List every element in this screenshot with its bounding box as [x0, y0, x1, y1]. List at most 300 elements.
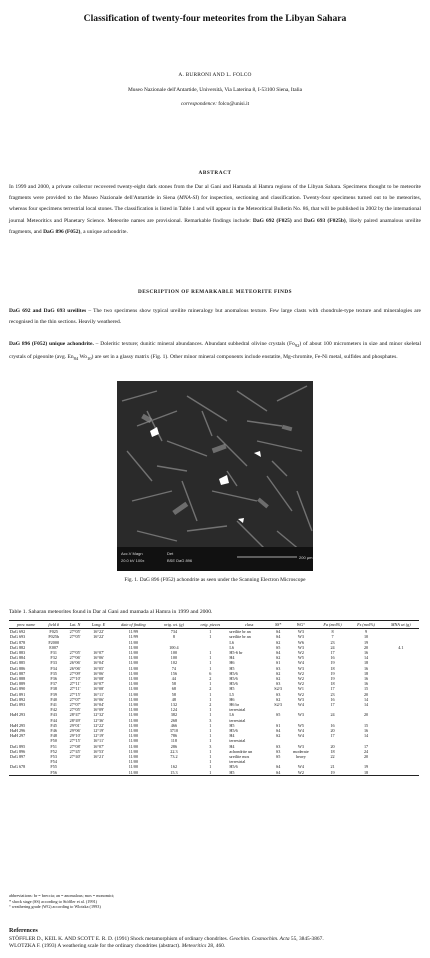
table-cell: 11/99: [128, 634, 139, 640]
table-note-shock: * shock stage (SS) according to Stöffler et al. (1991): [9, 898, 98, 904]
table-cell: F45: [50, 722, 57, 728]
table-cell: 16: [330, 722, 335, 728]
table-cell: 1: [209, 722, 212, 728]
table-cell: 12°22': [93, 722, 104, 728]
section-heading: DESCRIPTION OF REMARKABLE METEORITE FINDS: [137, 289, 293, 295]
col-wt: orig. wt. (g): [155, 621, 192, 629]
table-cell: S3: [275, 743, 281, 749]
table-cell: DaG 890: [10, 686, 26, 692]
table-cell: terrestrial: [229, 759, 246, 765]
table-cell: ureilite mos: [229, 754, 250, 760]
table-cell: 162: [170, 764, 178, 770]
table-cell: W4: [297, 702, 304, 708]
table-cell: DaG 678: [10, 764, 26, 770]
table-cell: W3: [297, 665, 304, 671]
table-cell: 11/99: [128, 629, 139, 635]
table-cell: S3: [275, 748, 281, 754]
table-cell: 16°53': [93, 748, 104, 754]
table-cell: F025b: [48, 634, 60, 640]
table-cell: 11/00: [128, 733, 139, 739]
table-cell: 11/00: [128, 660, 139, 666]
table-cell: DaG 895: [10, 743, 26, 749]
table-cell: HaH 295: [10, 722, 26, 728]
table-cell: 100: [170, 655, 178, 661]
references-heading: References: [9, 927, 38, 934]
table-cell: F53: [50, 754, 57, 760]
table-cell: S2: [275, 639, 281, 645]
table-cell: 16: [363, 665, 369, 671]
table-cell: 20: [363, 754, 369, 760]
table-cell: 11/00: [128, 743, 139, 749]
table-cell: 786: [170, 733, 178, 739]
table-cell: W4: [297, 764, 304, 770]
table-cell: S5: [275, 712, 281, 718]
table-cell: 11/00: [128, 639, 139, 645]
table-cell: H6 br: [229, 702, 239, 708]
table-cell: 1: [209, 691, 212, 697]
table-cell: 11/00: [128, 712, 139, 718]
col-mna: MNA wt (g): [383, 621, 419, 629]
table-cell: 11/00: [128, 707, 139, 713]
table-note-abbrev: abbreviations: br = breccia; an = anomalous; mos = monomict;: [9, 893, 115, 898]
table-cell: 11/00: [128, 644, 139, 650]
table-cell: S4: [275, 728, 281, 734]
table-cell: 16°04': [93, 660, 104, 666]
table-cell: terrestrial: [229, 738, 246, 744]
table-cell: 16°07': [93, 650, 104, 656]
table-cell: 19: [363, 639, 369, 645]
table-cell: F36: [50, 676, 57, 682]
table-cell: HaH 296: [10, 728, 26, 734]
table-cell: 11/00: [128, 748, 139, 754]
table-cell: 73.2: [170, 754, 178, 760]
table-cell: 466: [170, 722, 178, 728]
table-cell: W4: [297, 728, 304, 734]
table-cell: DaG 886: [10, 665, 26, 671]
table-cell: H6: [229, 696, 235, 702]
table-cell: HaH 297: [10, 733, 26, 739]
table-cell: 17: [330, 650, 335, 656]
table-cell: S4: [270, 770, 286, 776]
table-cell: terrestrial: [229, 707, 246, 713]
table-note-weathering: ° weathering grade (WG) according to Wlotzka (1993): [9, 904, 101, 910]
table-cell: F37: [50, 681, 57, 687]
table-cell: W2: [297, 650, 304, 656]
table-cell: 12°36': [93, 717, 104, 723]
table-cell: 11/00: [128, 738, 139, 744]
table-cell: DaG 888: [10, 676, 26, 682]
sem-texture: [117, 381, 313, 571]
table-cell: 16°07': [93, 681, 104, 687]
table-cell: F43: [50, 712, 57, 718]
table-cell: DaG 897: [10, 754, 26, 760]
table-cell: S2: [275, 733, 281, 739]
table-cell: 12°19': [93, 733, 104, 739]
reference-2: WLOTZKA F. (1993) A weathering scale for the ordinary chondrites (abstract). Meteoritics 28, 460.: [9, 942, 226, 949]
col-wg: WG°: [286, 621, 315, 629]
table-cell: terrestrial: [229, 717, 246, 723]
table-cell: 12°32': [93, 712, 104, 718]
sem-scale-label: 200 µm: [299, 555, 313, 560]
table-cell: 1: [209, 728, 212, 734]
table-cell: F32: [50, 655, 57, 661]
table-cell: 29°06': [69, 728, 81, 734]
table-cell: 3: [209, 717, 212, 723]
col-field: field #: [43, 621, 64, 629]
col-class: class: [228, 621, 270, 629]
table-cell: 10: [363, 634, 369, 640]
table-cell: 734: [170, 629, 178, 635]
table-cell: F48: [50, 733, 57, 739]
affiliation: Museo Nazionale dell'Antartide, Università, Via Laterina 8, I-53100 Siena, Italia: [127, 87, 303, 93]
table-cell: S1: [275, 660, 281, 666]
table-cell: DaG 893: [10, 702, 26, 708]
table-cell: 27°45': [69, 748, 81, 754]
table-cell: 11/00: [128, 754, 139, 760]
table-cell: L6: [229, 639, 234, 645]
table-cell: 1: [209, 738, 212, 744]
table-cell: 1: [209, 712, 212, 718]
table-cell: 27°10': [69, 676, 81, 682]
table-cell: H5/6: [229, 728, 238, 734]
table-cell: 22.3: [170, 748, 178, 754]
table-cell: L6: [229, 644, 234, 650]
table-cell: 382: [170, 712, 178, 718]
sem-label-mid2: BSE DaG 896: [167, 558, 193, 563]
table-cell: 18: [363, 670, 369, 676]
table-cell: H5-6 br: [229, 650, 243, 656]
table-cell: 102: [170, 660, 178, 666]
table-cell: 1: [209, 696, 212, 702]
table-cell: S2: [275, 676, 281, 682]
table-cell: F31: [50, 650, 57, 656]
table-cell: 2: [209, 676, 212, 682]
table-cell: DaG 885: [10, 660, 26, 666]
table-cell: 14: [363, 696, 369, 702]
table-cell: 16: [363, 650, 369, 656]
table-cell: 27°05': [69, 650, 81, 656]
table-cell: S3: [275, 665, 281, 671]
table-cell: 16°22': [93, 629, 104, 635]
table-cell: 16°06': [93, 655, 104, 661]
table-cell: 23: [330, 639, 335, 645]
table-cell: 19: [330, 670, 335, 676]
table-cell: 26°06': [69, 665, 81, 671]
table-cell: 15: [363, 686, 369, 692]
table-cell: W2: [297, 691, 304, 697]
table-caption: Table 1. Saharan meteorites found in Dar al Gani and mamada al Hamra in 1999 and 2000.: [9, 609, 213, 615]
table-cell: DaG 891: [10, 691, 26, 697]
table-cell: H5/6: [229, 764, 238, 770]
table-cell: 100: [170, 650, 178, 656]
table-cell: 11/00: [128, 650, 139, 656]
table-cell: W2: [297, 670, 304, 676]
table-cell: S2/3: [274, 686, 282, 692]
table-cell: 11/00: [128, 722, 139, 728]
table-cell: S3: [275, 681, 281, 687]
table-cell: F46: [50, 728, 57, 734]
table-cell: W4: [297, 733, 304, 739]
table-cell: F2000: [48, 639, 60, 645]
table-cell: 11/00: [128, 686, 139, 692]
table-cell: 27°11': [69, 686, 81, 692]
table-cell: F025: [49, 629, 58, 635]
table-cell: 16°22': [93, 634, 104, 640]
table-cell: moderate: [293, 748, 309, 754]
table-cell: 16°08': [93, 676, 104, 682]
table-cell: S1: [275, 722, 281, 728]
table-cell: 7: [331, 634, 334, 640]
table-notes: [9, 893, 114, 910]
table-cell: 12°19': [93, 728, 104, 734]
table-cell: DaG 884: [10, 655, 26, 661]
table-cell: W3: [297, 629, 304, 635]
table-cell: H5: [229, 686, 235, 692]
table-cell: L5: [229, 691, 234, 697]
table-cell: W2: [286, 770, 315, 776]
table-cell: 11/00: [128, 655, 139, 661]
table-cell: F38: [50, 686, 57, 692]
table-cell: DaG 889: [10, 681, 26, 687]
table-cell: 6: [209, 670, 212, 676]
table-cell: 1: [209, 660, 212, 666]
col-lat: Lat. N: [64, 621, 85, 629]
table-cell: 1: [209, 650, 212, 656]
correspondence-label: correspondence:: [180, 101, 217, 107]
table-cell: ureilite br an: [229, 629, 251, 635]
table-cell: 19: [330, 660, 335, 666]
table-cell: 1: [209, 748, 212, 754]
table-cell: heavy: [295, 754, 306, 760]
table-cell: 11/00: [111, 770, 155, 776]
table-cell: W5: [297, 722, 304, 728]
abstract-heading: ABSTRACT: [198, 170, 232, 176]
table-cell: 11/00: [128, 764, 139, 770]
table-cell: 17: [363, 743, 369, 749]
table-cell: 74: [171, 665, 176, 671]
table-cell: 16°06': [93, 670, 104, 676]
table-cell: F44: [50, 717, 57, 723]
table-cell: S4: [275, 634, 281, 640]
sem-label-mid: Det: [167, 551, 174, 556]
table-cell: 44: [171, 676, 176, 682]
table-cell: 1: [192, 770, 228, 776]
table-cell: DaG 693: [10, 634, 26, 640]
table-cell: 1: [209, 655, 212, 661]
table-cell: 1: [209, 665, 212, 671]
table-cell: 16°09': [93, 707, 104, 713]
table-cell: W2: [297, 676, 304, 682]
table-cell: 124: [170, 707, 178, 713]
table-cell: W6: [297, 639, 304, 645]
col-long: Long. E: [86, 621, 112, 629]
table-cell: 48: [171, 696, 176, 702]
table-cell: 16: [363, 681, 369, 687]
table-cell: W3: [297, 743, 304, 749]
table-cell: 27°11': [69, 681, 81, 687]
correspondence-email[interactable]: folco@unisi.it: [218, 101, 250, 107]
table-header-row: [9, 621, 419, 629]
table-cell: 14: [363, 733, 369, 739]
sem-micrograph: [117, 381, 313, 571]
col-date: date of finding: [111, 621, 155, 629]
col-prov-name: prov. name: [9, 621, 43, 629]
table-cell: 24: [330, 712, 335, 718]
table-cell: W2: [297, 681, 304, 687]
table-cell: F52: [50, 748, 57, 754]
paragraph-ureilites: DaG 692 and DaG 693 ureilites – The two specimens show typical ureilite mineralogy but anomalous texture. Few large clasts with chondrule-type texture and mineralogies are recognised in the thin sections. Heavily weathered.: [9, 308, 421, 325]
table-cell: 16°07': [93, 743, 104, 749]
table-cell: DaG 878: [10, 639, 26, 645]
table-cell: 2: [209, 686, 212, 692]
table-cell: 18: [330, 748, 335, 754]
table-cell: W3: [297, 712, 304, 718]
table-cell: F56: [43, 770, 64, 776]
table-cell: 24: [330, 644, 335, 650]
table-cell: 286: [170, 743, 178, 749]
references-list: [9, 936, 421, 949]
table-cell: 27°15': [69, 691, 81, 697]
table-cell: 19: [330, 676, 335, 682]
table-cell: 24: [363, 748, 369, 754]
table-cell: 21: [330, 764, 335, 770]
table-cell: 15: [363, 722, 369, 728]
table-cell: 14: [363, 702, 369, 708]
table-cell: 18: [350, 770, 383, 776]
table-cell: 27°05': [69, 629, 81, 635]
figure-caption: Fig. 1. DaG 896 (F052) achondrite as seen under the Scanning Electron Microscope: [124, 577, 306, 583]
table-cell: 19: [363, 764, 369, 770]
table-cell: 3710: [169, 728, 179, 734]
table-cell: 1: [209, 707, 212, 713]
table-cell: H4: [229, 655, 235, 661]
table-cell: 1: [209, 634, 212, 640]
table-cell: W3: [297, 644, 304, 650]
table-cell: 118: [170, 738, 177, 744]
table-cell: H5: [229, 722, 235, 728]
table-cell: 20: [363, 691, 369, 697]
table-cell: S5: [275, 644, 281, 650]
table-cell: F33: [50, 660, 57, 666]
table-cell: H5: [229, 665, 235, 671]
table-cell: 16: [330, 696, 335, 702]
table-cell: 1: [209, 764, 212, 770]
table-cell: H5/6: [229, 681, 238, 687]
table-cell: 20: [363, 712, 369, 718]
table-cell: 20: [330, 743, 335, 749]
table-cell: 16°08': [93, 686, 104, 692]
table-cell: DaG 892: [10, 696, 26, 702]
table-cell: H6: [229, 660, 235, 666]
table-cell: [383, 770, 419, 776]
table-cell: 15.3: [155, 770, 192, 776]
table-cell: W4: [297, 660, 304, 666]
table-cell: 22: [330, 754, 335, 760]
table-cell: 27°07': [69, 702, 81, 708]
table-cell: 29°01': [69, 722, 81, 728]
table-body: [9, 629, 419, 776]
table-cell: 16°11': [93, 691, 104, 697]
table-cell: 11/00: [128, 670, 139, 676]
table-cell: 16°06': [93, 696, 104, 702]
table-cell: S2/3: [274, 702, 282, 708]
table-cell: 27°40': [69, 754, 81, 760]
authors: A. BURRONI AND L. FOLCO: [178, 72, 252, 78]
table-cell: 8: [172, 634, 175, 640]
table-cell: 11/00: [128, 681, 139, 687]
table-cell: S4: [275, 764, 281, 770]
table-cell: 2: [209, 702, 212, 708]
table-cell: 11/00: [128, 728, 139, 734]
sem-label-left: Acc.V Magn: [121, 551, 143, 556]
table-cell: S3: [275, 691, 281, 697]
meteorite-table: [9, 620, 419, 776]
table-cell: DaG 692: [10, 629, 26, 635]
table-cell: 20: [363, 644, 369, 650]
table-cell: 26°06': [69, 660, 81, 666]
table-cell: F35: [50, 670, 57, 676]
table-cell: 29°10': [69, 733, 81, 739]
table-cell: L6: [229, 712, 234, 718]
correspondence: [0, 101, 430, 107]
table-cell: S2: [275, 696, 281, 702]
table-cell: 1: [209, 754, 212, 760]
table-cell: F40: [50, 696, 57, 702]
paragraph-achondrite: DaG 896 (F052) unique achondrite. – Doleritic texture; dunitic mineral abundances. Abundant subhedral olivine crystals $(Fo_{92})$ of about 100 micrometers in size and minor skeletal crystals of pigeonite (avg. $En_{84}$ $Wo_{10}$) are set in a glassy matrix (Fig. 1). Other minor mineral components include enstatite, Mg-chromite, Fe-Ni metal, sulfides and phosphates.: [9, 341, 422, 361]
table-cell: DaG 896: [10, 748, 26, 754]
table-cell: 20: [330, 728, 335, 734]
sem-label-left2: 20.0 kV 100x: [121, 558, 145, 563]
table-cell: F42: [50, 707, 57, 713]
col-pieces: orig. pieces: [192, 621, 228, 629]
col-fa: Fa (mol%): [316, 621, 350, 629]
table-cell: DaG 887: [10, 670, 26, 676]
table-cell: 1: [209, 629, 212, 635]
table-cell: W5: [297, 655, 304, 661]
table-cell: 23: [330, 691, 335, 697]
table-cell: S4: [275, 650, 281, 656]
table-cell: 58: [171, 681, 176, 687]
table-cell: 1: [209, 759, 212, 765]
col-ss: SS*: [270, 621, 286, 629]
table-cell: 11/00: [128, 676, 139, 682]
table-cell: S2: [275, 655, 281, 661]
table-cell: 16°11': [93, 738, 104, 744]
table-cell: 27°09': [69, 670, 81, 676]
table-cell: W3: [297, 634, 304, 640]
table-cell: 14: [363, 655, 369, 661]
table-cell: 27°05': [69, 634, 81, 640]
table-cell: 16: [330, 655, 335, 661]
table-cell: DaG 882: [10, 644, 26, 650]
abstract-text: In 1999 and 2000, a private collector recovered twenty-eight dark stones from the Dar al Gani and Hamada al Hamra regions of the Libyan Sahara. Specimens thought to be meteorite fragments were provided to the Museo Nazionale dell'Antartide in Siena (MNA-SI) for inspection, sectioning and classification. Twenty-four specimens turned out to be meteorites, whereas four specimens terrestrial local stones. The classification is listed in Table 1 and will appear in the Meteoritical Bulletin No. 86, that will be published in 2002 by the international journal Meteoritics and Planetary Science. Meteorite names are provisional. Remarkable findings include: DaG 692 (F025) and DaG 693 (F025b), likely paired anamalous ureilite fragments, and DaG 896 (F052), a unique achondrite.: [9, 184, 421, 235]
table-cell: 27°07': [69, 696, 81, 702]
table-cell: 9: [365, 629, 368, 635]
table-cell: S2: [275, 670, 281, 676]
table-cell: 1: [209, 733, 212, 739]
table-cell: S4: [275, 629, 281, 635]
table-cell: 17: [330, 686, 335, 692]
paper-title: Classification of twenty-four meteorites from the Libyan Sahara: [83, 13, 347, 24]
table-cell: 132: [170, 702, 178, 708]
table-cell: 16°05': [93, 665, 104, 671]
table-cell: 18: [330, 681, 335, 687]
table-cell: F41: [50, 702, 57, 708]
table-cell: 17: [330, 733, 335, 739]
table-cell: 27°08': [69, 743, 81, 749]
table-cell: 18: [363, 660, 369, 666]
table-cell: 58: [171, 691, 176, 697]
